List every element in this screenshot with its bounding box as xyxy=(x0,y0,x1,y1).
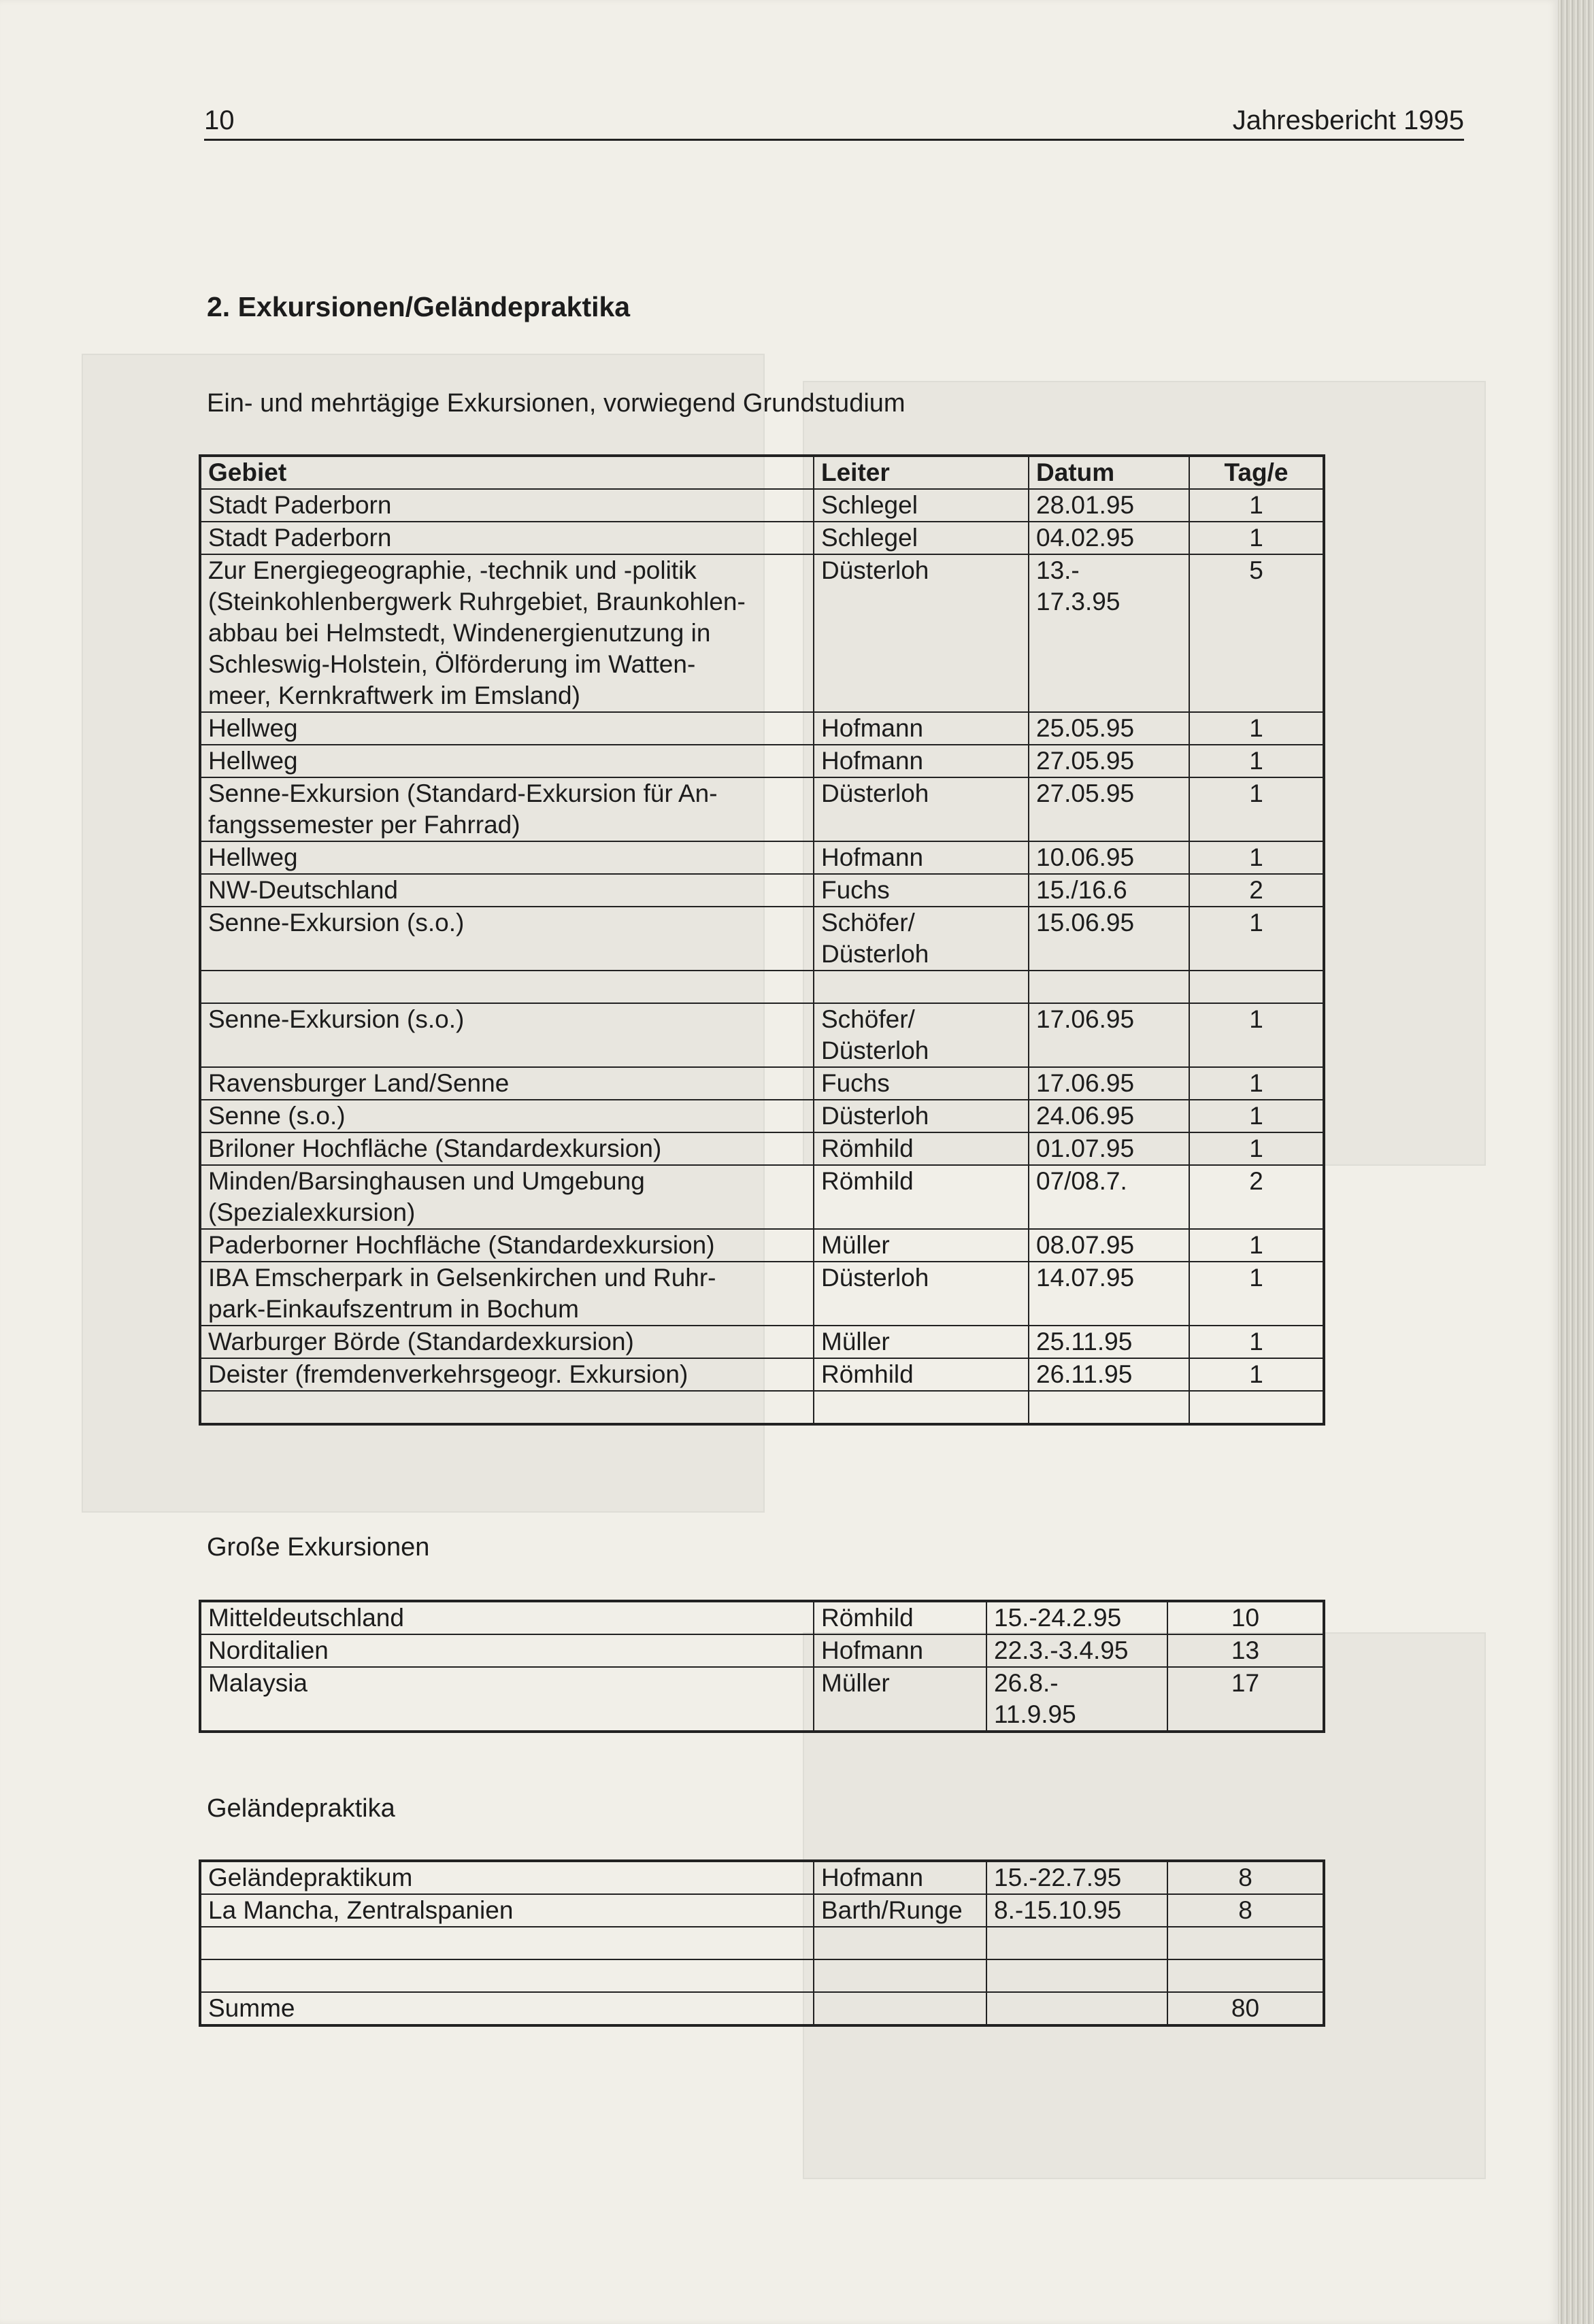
page-number: 10 xyxy=(204,105,235,135)
cell-leiter: Hofmann xyxy=(814,1634,986,1667)
cell-gebiet: Paderborner Hochfläche (Standardexkursion) xyxy=(200,1229,814,1262)
cell-gebiet: Warburger Börde (Standardexkursion) xyxy=(200,1326,814,1358)
table-row xyxy=(200,1326,1324,1358)
cell-datum: 15./16.6 xyxy=(1029,874,1189,907)
cell-datum xyxy=(986,1927,1167,1959)
cell-gebiet: Stadt Paderborn xyxy=(200,489,814,522)
cell-leiter: Römhild xyxy=(814,1601,986,1634)
cell-leiter: Schöfer/ Düsterloh xyxy=(814,1003,1029,1067)
cell-datum: 27.05.95 xyxy=(1029,777,1189,841)
cell-leiter: Düsterloh xyxy=(814,777,1029,841)
cell-leiter: Hofmann xyxy=(814,1861,986,1894)
table-row xyxy=(200,1229,1324,1262)
cell-leiter: Müller xyxy=(814,1667,986,1732)
cell-gebiet: IBA Emscherpark in Gelsenkirchen und Ruhr- park-Einkaufszentrum in Bochum xyxy=(200,1262,814,1326)
table-row xyxy=(200,1132,1324,1165)
column-header: Datum xyxy=(1029,456,1189,489)
cell-datum: 04.02.95 xyxy=(1029,522,1189,554)
table-row xyxy=(200,745,1324,777)
cell-tage: 13 xyxy=(1167,1634,1324,1667)
cell-datum xyxy=(1029,1391,1189,1424)
page-edge xyxy=(1558,0,1594,2324)
cell-gebiet: Norditalien xyxy=(200,1634,814,1667)
cell-leiter: Düsterloh xyxy=(814,554,1029,712)
cell-gebiet: Briloner Hochfläche (Standardexkursion) xyxy=(200,1132,814,1165)
page-header xyxy=(204,103,1464,141)
cell-gebiet: Mitteldeutschland xyxy=(200,1601,814,1634)
cell-tage: 8 xyxy=(1167,1894,1324,1927)
excursions-table xyxy=(199,454,1325,1426)
grosse-label: Große Exkursionen xyxy=(207,1533,430,1562)
cell-datum xyxy=(986,1992,1167,2025)
cell-leiter xyxy=(814,1391,1029,1424)
cell-gebiet: Hellweg xyxy=(200,712,814,745)
cell-gebiet: Stadt Paderborn xyxy=(200,522,814,554)
cell-tage: 1 xyxy=(1189,489,1324,522)
table-row xyxy=(200,777,1324,841)
cell-tage xyxy=(1167,1959,1324,1992)
cell-tage: 1 xyxy=(1189,1326,1324,1358)
cell-leiter xyxy=(814,971,1029,1003)
table-row xyxy=(200,1165,1324,1229)
cell-gebiet: Malaysia xyxy=(200,1667,814,1732)
cell-tage: 1 xyxy=(1189,1100,1324,1132)
cell-gebiet: Senne-Exkursion (Standard-Exkursion für An- fangssemester per Fahrrad) xyxy=(200,777,814,841)
cell-datum: 26.11.95 xyxy=(1029,1358,1189,1391)
cell-datum: 10.06.95 xyxy=(1029,841,1189,874)
table-row xyxy=(200,489,1324,522)
cell-gebiet: Senne-Exkursion (s.o.) xyxy=(200,907,814,971)
cell-leiter: Düsterloh xyxy=(814,1100,1029,1132)
column-header: Gebiet xyxy=(200,456,814,489)
cell-leiter: Müller xyxy=(814,1229,1029,1262)
table-row xyxy=(200,554,1324,712)
cell-tage: 8 xyxy=(1167,1861,1324,1894)
cell-datum: 17.06.95 xyxy=(1029,1003,1189,1067)
cell-tage: 2 xyxy=(1189,1165,1324,1229)
gelaende-table-body xyxy=(200,1861,1324,2025)
table-row xyxy=(200,1861,1324,1894)
cell-datum: 22.3.-3.4.95 xyxy=(986,1634,1167,1667)
running-title: Jahresbericht 1995 xyxy=(1232,105,1464,135)
cell-gebiet: Hellweg xyxy=(200,745,814,777)
table-row xyxy=(200,1003,1324,1067)
table-row xyxy=(200,1391,1324,1424)
cell-leiter xyxy=(814,1992,986,2025)
cell-datum: 15.06.95 xyxy=(1029,907,1189,971)
table-row xyxy=(200,1601,1324,1634)
cell-tage: 1 xyxy=(1189,907,1324,971)
table-row xyxy=(200,1100,1324,1132)
cell-gebiet: NW-Deutschland xyxy=(200,874,814,907)
table-row xyxy=(200,1067,1324,1100)
cell-leiter xyxy=(814,1927,986,1959)
cell-gebiet: Senne-Exkursion (s.o.) xyxy=(200,1003,814,1067)
cell-tage: 1 xyxy=(1189,1132,1324,1165)
table-row xyxy=(200,841,1324,874)
table-row xyxy=(200,1667,1324,1732)
table-header-row xyxy=(200,456,1324,489)
cell-gebiet: Ravensburger Land/Senne xyxy=(200,1067,814,1100)
cell-tage: 80 xyxy=(1167,1992,1324,2025)
table-row xyxy=(200,522,1324,554)
cell-datum: 27.05.95 xyxy=(1029,745,1189,777)
cell-gebiet xyxy=(200,1927,814,1959)
cell-datum: 25.11.95 xyxy=(1029,1326,1189,1358)
table-row xyxy=(200,971,1324,1003)
cell-tage: 17 xyxy=(1167,1667,1324,1732)
cell-gebiet: Hellweg xyxy=(200,841,814,874)
cell-leiter: Hofmann xyxy=(814,712,1029,745)
gelaende-label: Geländepraktika xyxy=(207,1794,395,1823)
cell-tage: 1 xyxy=(1189,745,1324,777)
cell-gebiet xyxy=(200,1391,814,1424)
cell-datum: 07/08.7. xyxy=(1029,1165,1189,1229)
cell-leiter: Römhild xyxy=(814,1132,1029,1165)
cell-datum: 28.01.95 xyxy=(1029,489,1189,522)
cell-gebiet: Deister (fremdenverkehrsgeogr. Exkursion) xyxy=(200,1358,814,1391)
cell-tage xyxy=(1189,1391,1324,1424)
cell-tage: 1 xyxy=(1189,777,1324,841)
cell-leiter: Schöfer/ Düsterloh xyxy=(814,907,1029,971)
cell-tage xyxy=(1167,1927,1324,1959)
cell-gebiet: Summe xyxy=(200,1992,814,2025)
cell-gebiet: Senne (s.o.) xyxy=(200,1100,814,1132)
column-header: Tag/e xyxy=(1189,456,1324,489)
cell-tage: 1 xyxy=(1189,522,1324,554)
cell-leiter: Barth/Runge xyxy=(814,1894,986,1927)
cell-gebiet: Zur Energiegeographie, -technik und -politik (Steinkohlenbergwerk Ruhrgebiet, Braunkohlen- abbau bei Helmstedt, Windenergienutzung in Schleswig-Holstein, Ölförderung im Watten- meer, Kernkraftwerk im Emsland) xyxy=(200,554,814,712)
table-row xyxy=(200,874,1324,907)
cell-gebiet xyxy=(200,1959,814,1992)
table-row xyxy=(200,1358,1324,1391)
cell-datum: 17.06.95 xyxy=(1029,1067,1189,1100)
cell-tage: 10 xyxy=(1167,1601,1324,1634)
cell-tage: 1 xyxy=(1189,712,1324,745)
table-row xyxy=(200,1262,1324,1326)
cell-leiter: Fuchs xyxy=(814,1067,1029,1100)
cell-datum: 25.05.95 xyxy=(1029,712,1189,745)
table-row xyxy=(200,1634,1324,1667)
cell-tage xyxy=(1189,971,1324,1003)
cell-leiter: Römhild xyxy=(814,1165,1029,1229)
cell-tage: 1 xyxy=(1189,1358,1324,1391)
grosse-exkursionen-table xyxy=(199,1600,1325,1733)
cell-tage: 1 xyxy=(1189,1262,1324,1326)
cell-tage: 5 xyxy=(1189,554,1324,712)
cell-gebiet: Geländepraktikum xyxy=(200,1861,814,1894)
cell-leiter: Düsterloh xyxy=(814,1262,1029,1326)
cell-leiter: Fuchs xyxy=(814,874,1029,907)
grosse-table-body xyxy=(200,1601,1324,1732)
table-row xyxy=(200,712,1324,745)
cell-datum: 15.-24.2.95 xyxy=(986,1601,1167,1634)
excursions-table-body xyxy=(200,489,1324,1424)
cell-datum xyxy=(1029,971,1189,1003)
table-row xyxy=(200,1959,1324,1992)
cell-datum: 15.-22.7.95 xyxy=(986,1861,1167,1894)
cell-leiter: Römhild xyxy=(814,1358,1029,1391)
cell-leiter: Hofmann xyxy=(814,745,1029,777)
cell-datum: 13.- 17.3.95 xyxy=(1029,554,1189,712)
cell-datum: 01.07.95 xyxy=(1029,1132,1189,1165)
cell-leiter xyxy=(814,1959,986,1992)
cell-tage: 1 xyxy=(1189,1067,1324,1100)
table-row xyxy=(200,1894,1324,1927)
cell-datum: 08.07.95 xyxy=(1029,1229,1189,1262)
table-row xyxy=(200,907,1324,971)
cell-leiter: Schlegel xyxy=(814,522,1029,554)
table-row xyxy=(200,1927,1324,1959)
cell-tage: 1 xyxy=(1189,1003,1324,1067)
cell-tage: 1 xyxy=(1189,1229,1324,1262)
cell-datum: 14.07.95 xyxy=(1029,1262,1189,1326)
section-heading: 2. Exkursionen/Geländepraktika xyxy=(207,291,631,322)
cell-leiter: Hofmann xyxy=(814,841,1029,874)
cell-datum: 24.06.95 xyxy=(1029,1100,1189,1132)
section-subheading: Ein- und mehrtägige Exkursionen, vorwiegend Grundstudium xyxy=(207,389,906,418)
cell-gebiet xyxy=(200,971,814,1003)
cell-leiter: Schlegel xyxy=(814,489,1029,522)
cell-datum: 8.-15.10.95 xyxy=(986,1894,1167,1927)
table-row xyxy=(200,1992,1324,2025)
column-header: Leiter xyxy=(814,456,1029,489)
cell-datum xyxy=(986,1959,1167,1992)
cell-leiter: Müller xyxy=(814,1326,1029,1358)
gelaendepraktika-table xyxy=(199,1859,1325,2027)
cell-gebiet: Minden/Barsinghausen und Umgebung (Spezialexkursion) xyxy=(200,1165,814,1229)
cell-tage: 1 xyxy=(1189,841,1324,874)
cell-datum: 26.8.- 11.9.95 xyxy=(986,1667,1167,1732)
cell-gebiet: La Mancha, Zentralspanien xyxy=(200,1894,814,1927)
cell-tage: 2 xyxy=(1189,874,1324,907)
